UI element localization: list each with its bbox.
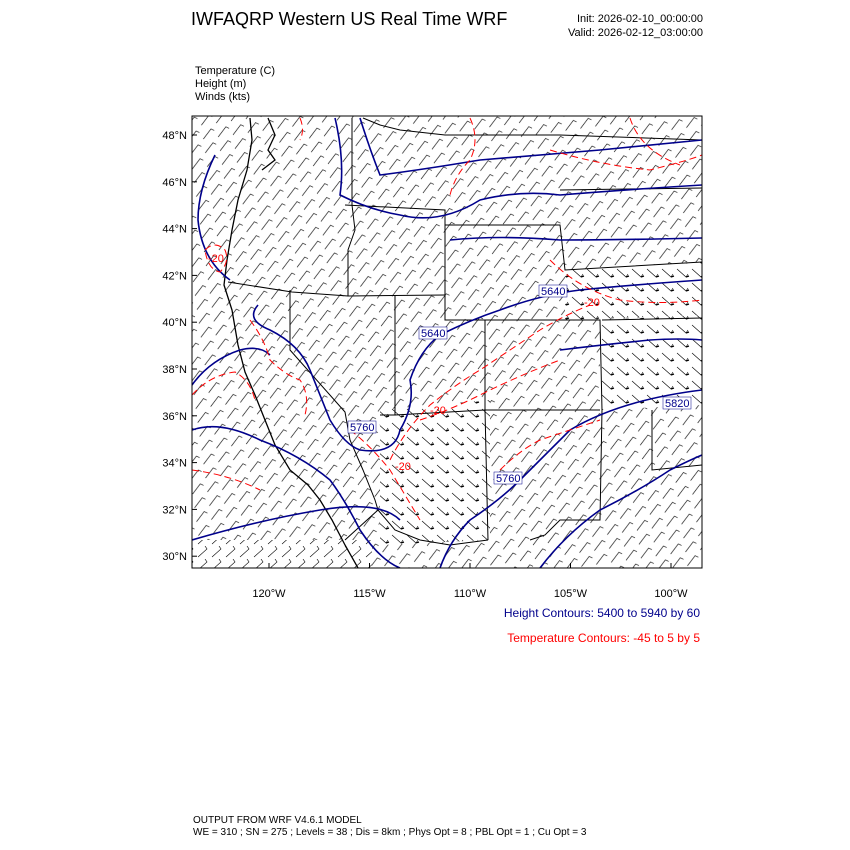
latitude-tick-label: 36°N: [162, 410, 187, 423]
variable-winds-label: Winds (kts): [195, 91, 250, 103]
latitude-tick-label: 46°N: [162, 176, 187, 189]
variable-temperature-label: Temperature (C): [195, 65, 276, 77]
height-label: 5640: [421, 328, 446, 340]
model-info-line1: OUTPUT FROM WRF V4.6.1 MODEL: [193, 815, 362, 826]
longitude-axis: [252, 563, 688, 600]
map-title: IWFAQRP Western US Real Time WRF: [191, 9, 508, 29]
temperature-label: -20: [584, 297, 600, 309]
height-label: 5760: [350, 422, 375, 434]
longitude-tick-label: 115°W: [353, 588, 386, 600]
variable-height-label: Height (m): [195, 78, 247, 90]
latitude-tick-label: 38°N: [162, 364, 187, 376]
longitude-tick-label: 120°W: [252, 588, 286, 600]
height-label: 5640: [541, 286, 566, 298]
latitude-tick-label: 32°N: [162, 504, 187, 517]
temperature-contour-legend: Temperature Contours: -45 to 5 by 5: [507, 631, 700, 645]
plot-area: [192, 116, 702, 568]
latitude-tick-label: 48°N: [162, 130, 187, 142]
latitude-tick-label: 34°N: [162, 457, 187, 470]
latitude-tick-label: 44°N: [162, 223, 187, 236]
latitude-tick-label: 42°N: [162, 270, 187, 283]
longitude-tick-label: 100°W: [654, 588, 688, 600]
temperature-label: -20: [395, 461, 411, 473]
longitude-tick-label: 105°W: [553, 588, 588, 600]
latitude-tick-label: 40°N: [162, 317, 187, 330]
height-contour-legend: Height Contours: 5400 to 5940 by 60: [503, 606, 700, 620]
init-time: Init: 2026-02-10_00:00:00: [577, 13, 703, 25]
latitude-tick-label: 30°N: [162, 551, 187, 564]
height-label: 5760: [496, 473, 521, 485]
height-label: 5820: [665, 398, 690, 410]
temperature-label: -20: [430, 405, 446, 417]
valid-time: Valid: 2026-02-12_03:00:00: [568, 27, 703, 39]
model-info-line2: WE = 310 ; SN = 275 ; Levels = 38 ; Dis = 8km ; Phys Opt = 8 ; PBL Opt = 1 ; Cu Opt = 3: [193, 827, 587, 838]
longitude-tick-label: 110°W: [453, 588, 487, 600]
temperature-label: -20: [208, 253, 224, 265]
